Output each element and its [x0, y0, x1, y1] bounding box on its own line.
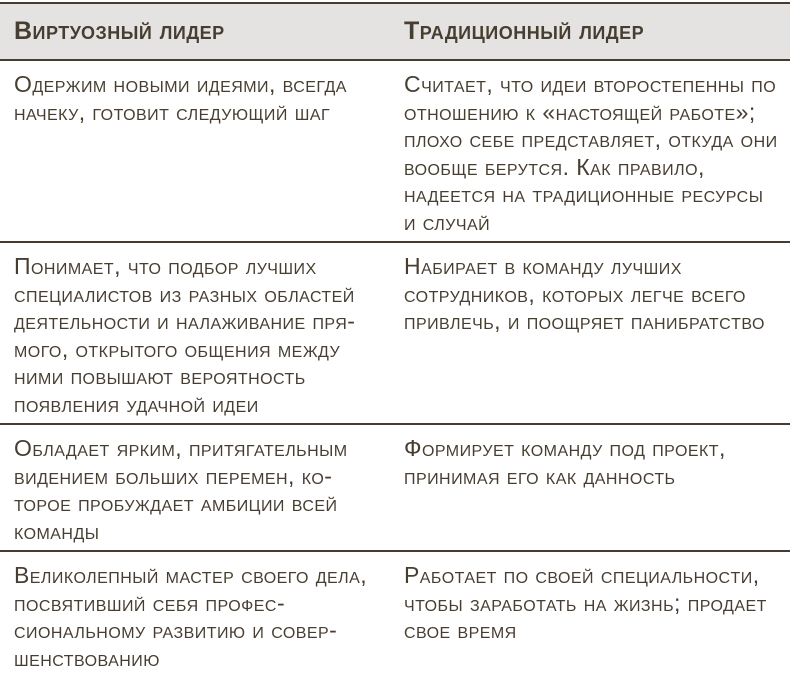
- table-row: [0, 242, 790, 424]
- cell-virtuoso-ideas: Одержим новыми идеями, всегда начеку, готовит следующий шаг: [0, 60, 390, 242]
- table-row: [0, 551, 790, 676]
- table-row: [0, 60, 790, 242]
- cell-virtuoso-team-selection: Понимает, что подбор лучших специалистов из разных областей деятельности и налаживание прямого, открытого общения между ними повышают вероятность появления удачной идеи: [0, 242, 390, 424]
- leader-comparison-table: [0, 2, 790, 676]
- column-header-traditional-leader: Традиционный лидер: [390, 3, 790, 60]
- cell-virtuoso-mastery: Великолепный мастер своего дела, посвятивший себя профессиональному развитию и совершенствованию: [0, 551, 390, 676]
- cell-traditional-team-selection: Набирает в команду лучших сотрудников, которых легче всего привлечь, и поощряет панибратство: [390, 242, 790, 424]
- cell-virtuoso-vision: Обладает ярким, притягательным видением больших перемен, которое пробуждает амбиции всей команды: [0, 424, 390, 551]
- cell-traditional-vision: Формирует команду под проект, принимая его как данность: [390, 424, 790, 551]
- column-header-virtuoso-leader: Виртуозный лидер: [0, 3, 390, 60]
- table-header-row: [0, 3, 790, 60]
- table-row: [0, 424, 790, 551]
- cell-traditional-mastery: Работает по своей специальности, чтобы заработать на жизнь; продает свое время: [390, 551, 790, 676]
- cell-traditional-ideas: Считает, что идеи второстепенны по отношению к «настоящей работе»; плохо себе представляет, откуда они вообще берутся. Как правило, надеется на традиционные ресурсы и случай: [390, 60, 790, 242]
